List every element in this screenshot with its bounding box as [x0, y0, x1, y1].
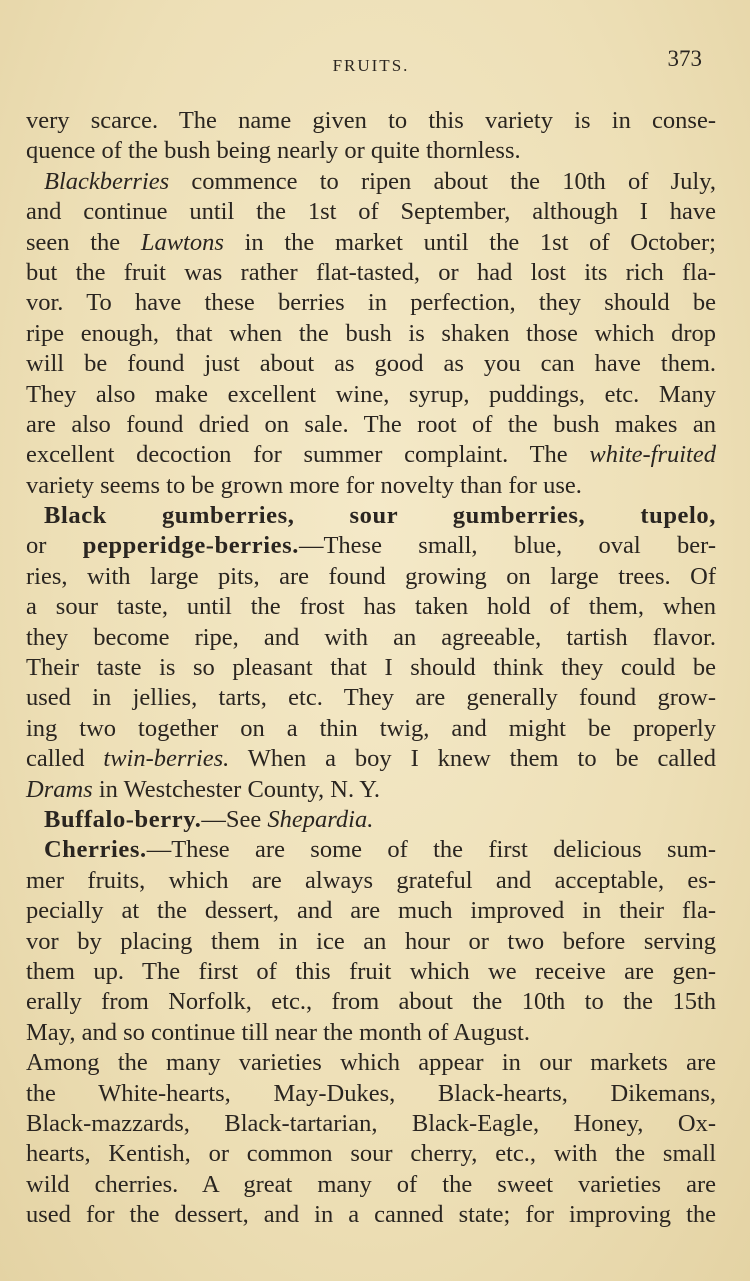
text-segment: May, and so continue till near the month of August. [26, 1018, 530, 1046]
text-segment: variety seems to be grown more for novelty than for use. [26, 471, 582, 499]
text-segment: —These are some of the first delicious sum- [146, 836, 716, 864]
text-segment: vor by placing them in ice an hour or two before serving [26, 927, 716, 955]
text-line [26, 592, 716, 622]
text-segment: they become ripe, and with an agreeable, tartish flavor. [26, 623, 716, 651]
text-line [26, 319, 716, 349]
text-line [26, 106, 716, 136]
text-segment: They also make excellent wine, syrup, puddings, etc. Many [26, 380, 716, 408]
text-line [26, 957, 716, 987]
text-line [26, 440, 716, 470]
text-line [26, 987, 716, 1017]
chapter-title: FRUITS. [332, 56, 410, 75]
text-segment: used in jellies, tarts, etc. They are generally found grow- [26, 684, 716, 712]
text-line [26, 1048, 716, 1078]
text-line [26, 562, 716, 592]
text-segment: —These small, blue, oval ber- [298, 532, 716, 560]
text-line [26, 1139, 716, 1169]
text-segment: When a boy I knew them to be called [229, 745, 716, 773]
text-segment: seen the [26, 228, 141, 256]
italic-text: Drams [26, 775, 93, 803]
text-segment: will be found just about as good as you can have them. [26, 350, 716, 378]
text-line [26, 410, 716, 440]
text-segment: in Westchester County, N. Y. [92, 775, 380, 803]
text-line [26, 531, 716, 561]
text-line [26, 714, 716, 744]
text-line [26, 471, 716, 501]
text-line [26, 1200, 716, 1230]
text-segment: but the fruit was rather flat-tasted, or had lost its rich fla- [26, 258, 716, 286]
book-page [26, 44, 716, 1230]
text-segment: ing two together on a thin twig, and might be properly [26, 714, 716, 742]
text-line [26, 1018, 716, 1048]
text-segment: pecially at the dessert, and are much improved in their fla- [26, 897, 716, 925]
text-line [26, 744, 716, 774]
italic-text: white-fruited [589, 441, 716, 469]
text-segment: quence of the bush being nearly or quite thornless. [26, 137, 521, 165]
text-line [26, 683, 716, 713]
text-segment: ries, with large pits, are found growing on large trees. Of [26, 562, 716, 590]
text-segment: them up. The first of this fruit which we receive are gen- [26, 957, 716, 985]
text-line [26, 380, 716, 410]
text-segment: Black-mazzards, Black-tartarian, Black-Eagle, Honey, Ox- [26, 1109, 716, 1137]
text-line [26, 1109, 716, 1139]
text-segment: in the market until the 1st of October; [223, 228, 716, 256]
text-line [26, 167, 716, 197]
text-line [26, 349, 716, 379]
entry-heading: Buffalo-berry. [44, 805, 202, 833]
text-line [26, 1079, 716, 1109]
text-segment: commence to ripen about the 10th of July, [169, 167, 716, 195]
page-number: 373 [667, 46, 702, 71]
text-line [26, 835, 716, 865]
text-segment: excellent decoction for summer complaint. The [26, 441, 590, 469]
text-line [26, 775, 716, 805]
body-text [26, 106, 716, 1230]
text-segment: are also found dried on sale. The root of the bush makes an [26, 410, 716, 438]
text-segment: erally from Norfolk, etc., from about the 10th to the 15th [26, 988, 716, 1016]
text-line [26, 623, 716, 653]
text-segment: very scarce. The name given to this variety is in conse- [26, 107, 716, 134]
text-segment: Among the many varieties which appear in our markets are [26, 1049, 716, 1077]
text-line [26, 288, 716, 318]
text-segment: called [26, 745, 104, 773]
entry-heading: Cherries. [44, 836, 147, 864]
text-line [26, 197, 716, 227]
text-segment: and continue until the 1st of September, although I have [26, 198, 716, 226]
text-line [26, 805, 716, 835]
text-line [26, 866, 716, 896]
text-segment: the White-hearts, May-Dukes, Black-hearts, Dikemans, [26, 1079, 716, 1107]
text-line [26, 228, 716, 258]
entry-heading: pepperidge-berries. [82, 532, 299, 560]
entry-heading: Black gumberries, sour gumberries, tupelo, [44, 502, 716, 530]
text-segment: a sour taste, until the frost has taken hold of them, when [26, 593, 716, 621]
text-segment: used for the dessert, and in a canned state; for improving the [26, 1201, 716, 1229]
text-segment: —See [201, 805, 268, 833]
text-segment: or [26, 532, 83, 560]
text-line [26, 653, 716, 683]
text-segment: ripe enough, that when the bush is shaken those which drop [26, 319, 716, 347]
text-line [26, 896, 716, 926]
text-line [26, 258, 716, 288]
text-segment: hearts, Kentish, or common sour cherry, etc., with the small [26, 1140, 716, 1168]
italic-text: Lawtons [140, 228, 224, 256]
italic-text: Blackberries [44, 167, 170, 195]
italic-text: twin-berries. [103, 745, 230, 773]
text-line [26, 136, 716, 166]
running-head [26, 44, 716, 84]
text-segment: wild cherries. A great many of the sweet varieties are [26, 1170, 716, 1198]
text-segment: Their taste is so pleasant that I should think they could be [26, 654, 716, 682]
text-line [26, 501, 716, 531]
text-segment: mer fruits, which are always grateful and acceptable, es- [26, 866, 716, 894]
text-line [26, 927, 716, 957]
italic-text: Shepardia. [267, 805, 374, 833]
text-line [26, 1170, 716, 1200]
text-segment: vor. To have these berries in perfection, they should be [26, 289, 716, 317]
